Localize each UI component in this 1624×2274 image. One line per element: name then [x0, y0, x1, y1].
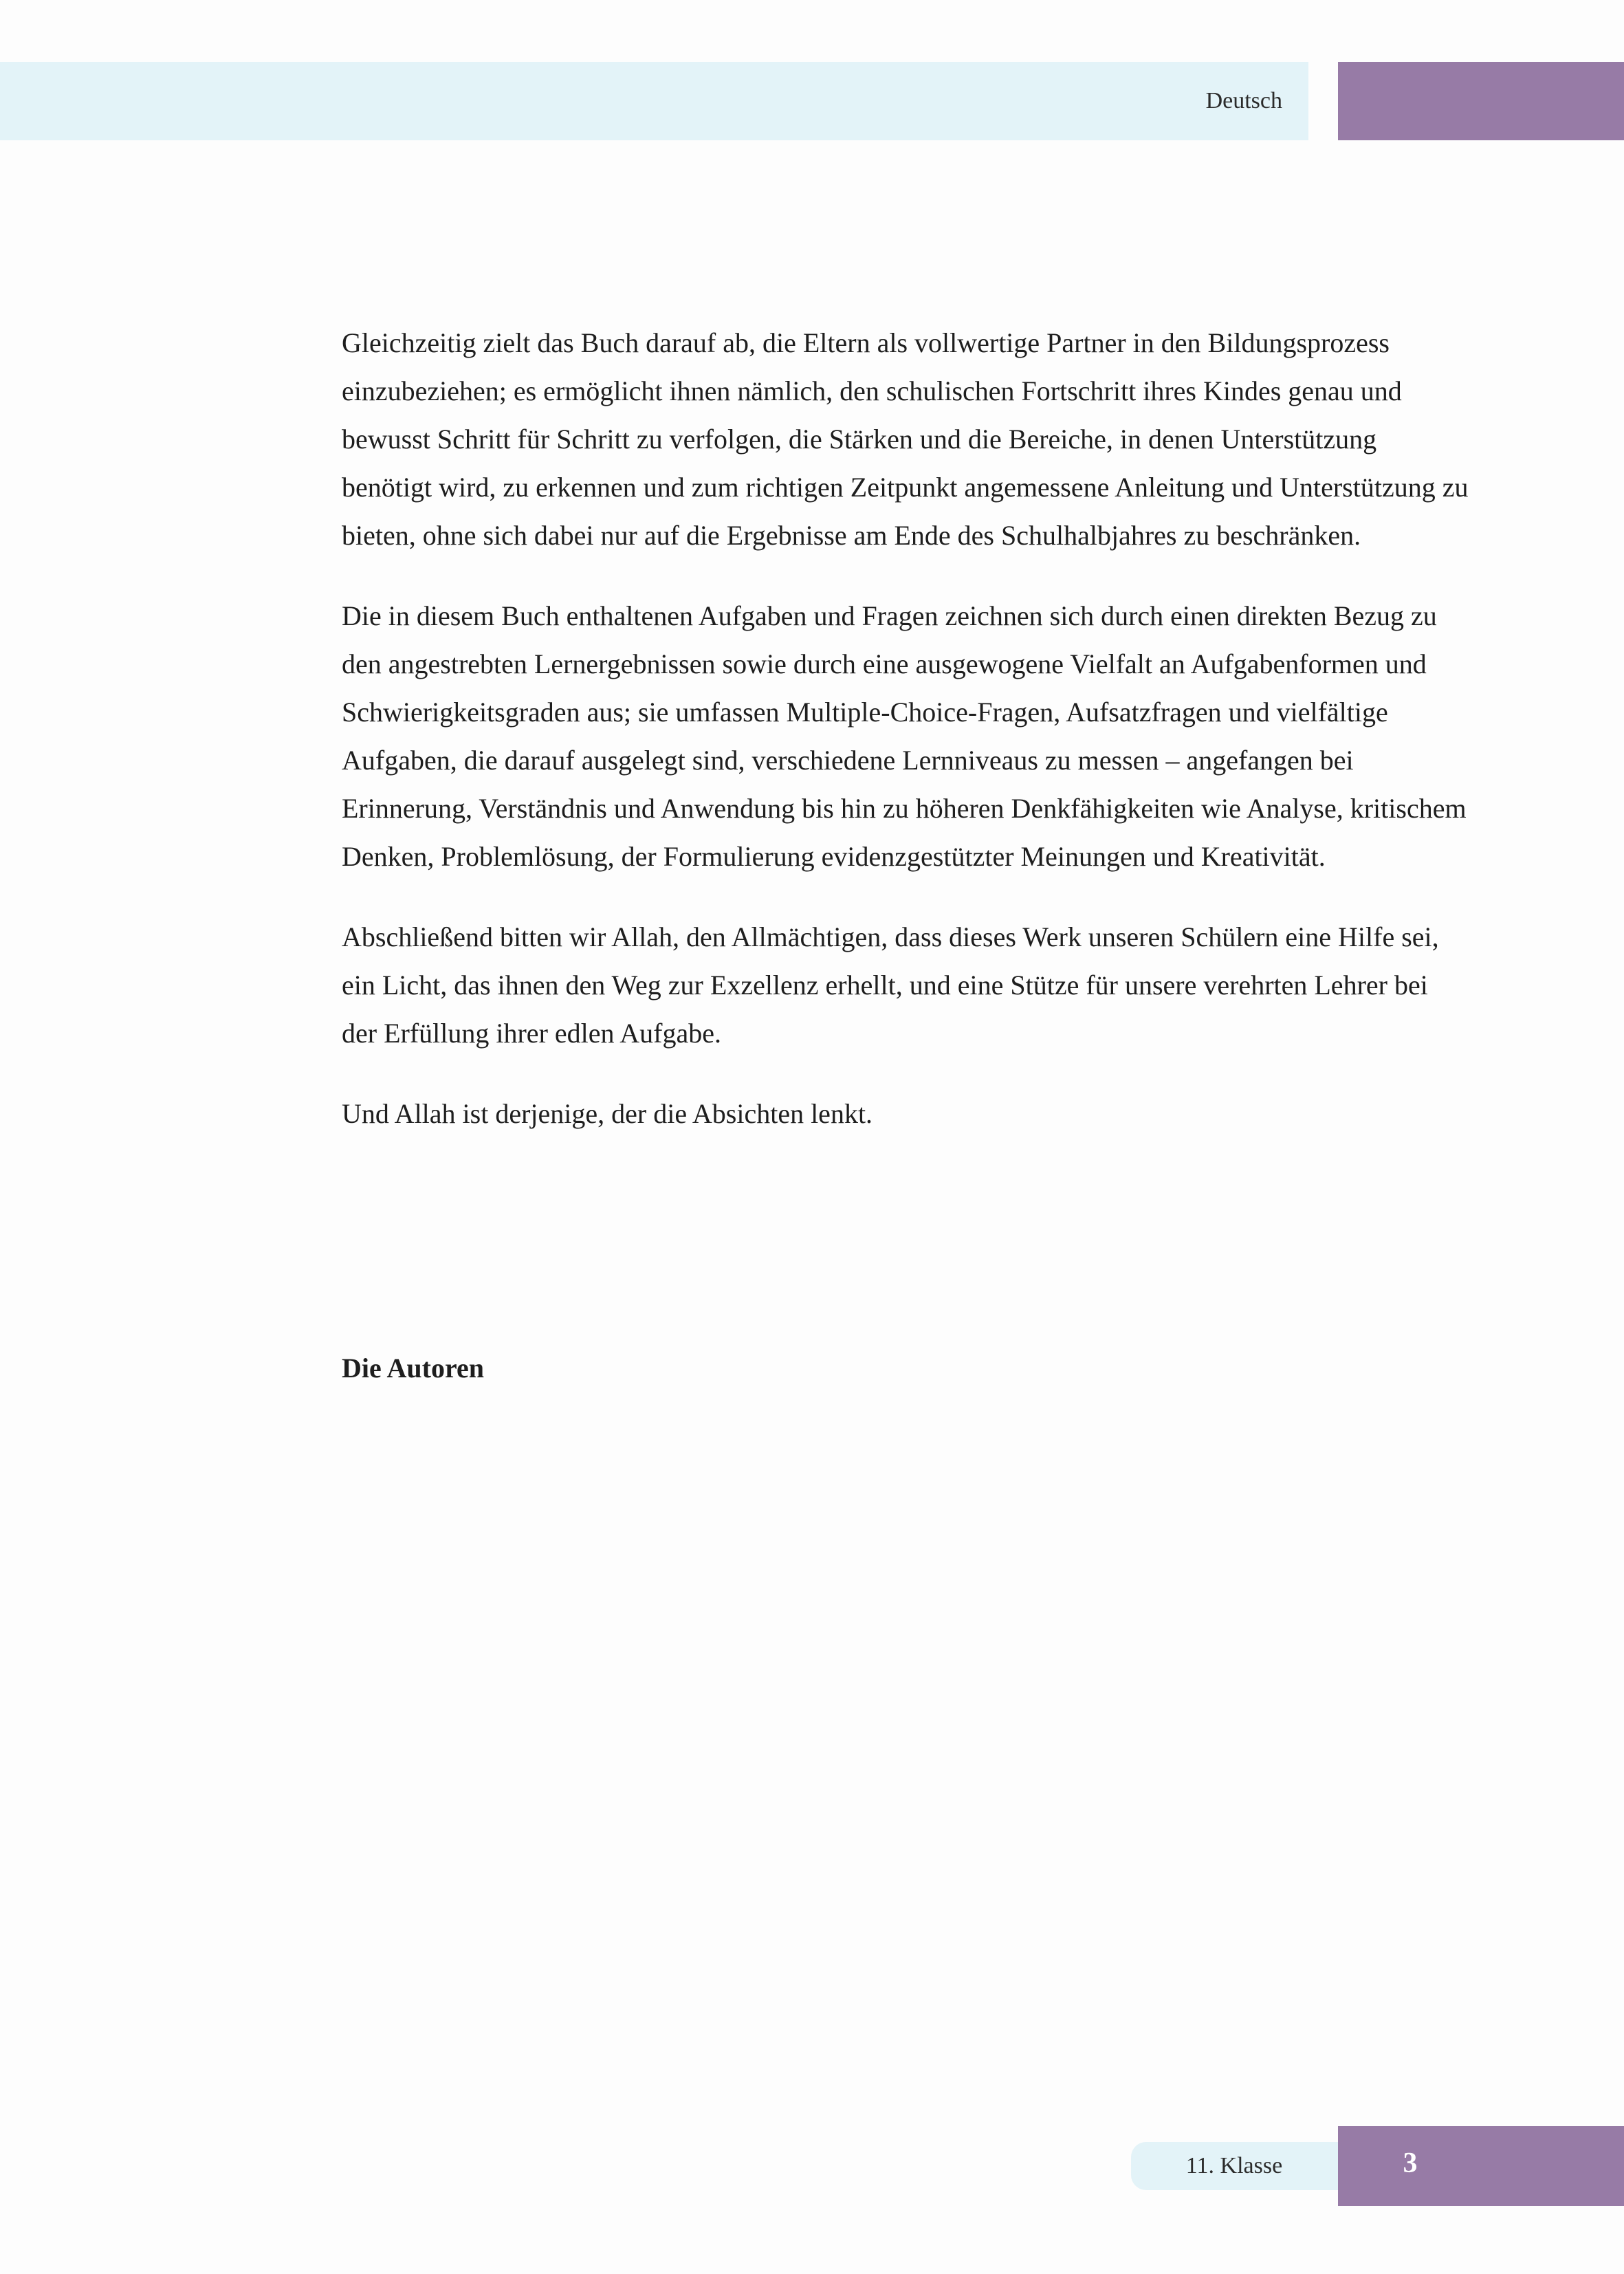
- paragraph-2: Die in diesem Buch enthaltenen Aufgaben und Fragen zeichnen sich durch einen direkten Bezug zu den angestrebten Lernergebnissen sowie durch eine ausgewogene Vielfalt an Aufgabenformen und Schwierigkeitsgraden aus; sie umfassen Multiple-Choice-Fragen, Aufsatzfragen und vielfältige Aufgaben, die darauf ausgelegt sind, verschiedene Lernniveaus zu messen – angefangen bei Erinnerung, Verständnis und Anwendung bis hin zu höheren Denkfähigkeiten wie Analyse, kritischem Denken, Problemlösung, der Formulierung evidenzgestützter Meinungen und Kreativität.: [342, 600, 1467, 872]
- footer-grade-label: 11. Klasse: [1185, 2153, 1283, 2178]
- page-number: 3: [1403, 2147, 1418, 2179]
- paragraph-3: Abschließend bitten wir Allah, den Allmächtigen, dass dieses Werk unseren Schülern eine Hilfe sei, ein Licht, das ihnen den Weg zur Exzellenz erhellt, und eine Stütze für unsere verehrten Lehrer bei der Erfüllung ihrer edlen Aufgabe.: [342, 921, 1439, 1049]
- header-band: [0, 62, 1308, 140]
- paragraph-4: Und Allah ist derjenige, der die Absichten lenkt.: [342, 1098, 873, 1129]
- header-subject: Deutsch: [1205, 88, 1282, 113]
- footer-tab: [1338, 2126, 1624, 2206]
- header-tab: [1338, 62, 1624, 140]
- page-body: [342, 319, 1469, 1170]
- paragraph-1: Gleichzeitig zielt das Buch darauf ab, die Eltern als vollwertige Partner in den Bildungsprozess einzubeziehen; es ermöglicht ihnen nämlich, den schulischen Fortschritt ihres Kindes genau und bewusst Schritt für Schritt zu verfolgen, die Stärken und die Bereiche, in denen Unterstützung benötigt wird, zu erkennen und zum richtigen Zeitpunkt angemessene Anleitung und Unterstützung zu bieten, ohne sich dabei nur auf die Ergebnisse am Ende des Schulhalbjahres zu beschränken.: [342, 327, 1469, 551]
- signature: Die Autoren: [342, 1353, 485, 1384]
